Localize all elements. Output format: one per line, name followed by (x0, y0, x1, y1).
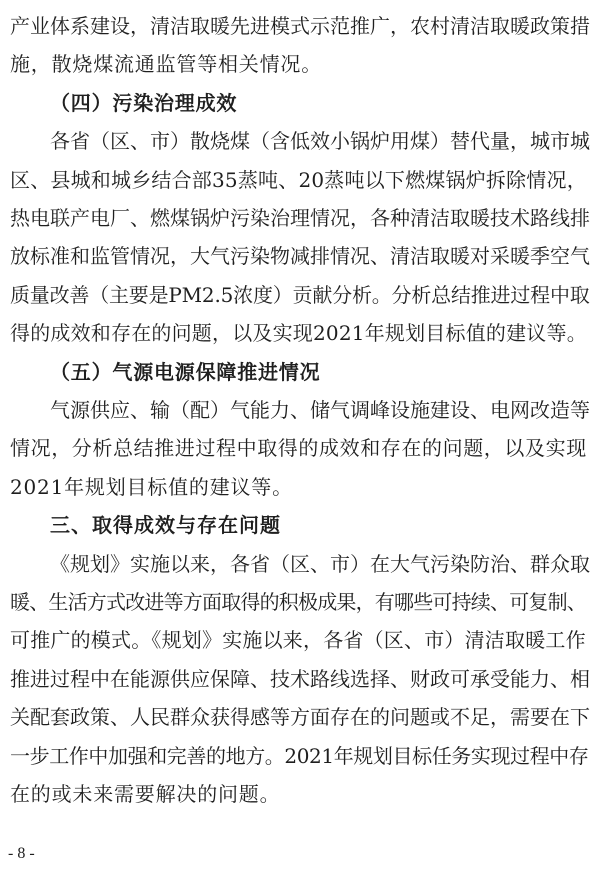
text-line: 暖、生活方式改进等方面取得的积极成果，有哪些可持续、可复制、 (10, 590, 586, 614)
text-line: 《规划》实施以来，各省（区、市）在大气污染防治、群众取 (50, 551, 590, 576)
text-line: 产业体系建设，清洁取暖先进模式示范推广，农村清洁取暖政策措 (10, 14, 590, 38)
text-line: 气源供应、输（配）气能力、储气调峰设施建设、电网改造等 (50, 398, 590, 422)
text-line: 质量改善（主要是PM2.5浓度）贡献分析。分析总结推进过程中取 (10, 282, 590, 307)
text-line: 各省（区、市）散烧煤（含低效小锅炉用煤）替代量，城市城 (50, 129, 590, 154)
section-heading-5: （五）气源电源保障推进情况 (50, 359, 321, 384)
text-line: 可推广的模式。《规划》实施以来，各省（区、市）清洁取暖工作 (10, 628, 586, 653)
text-line: 放标准和监管情况，大气污染物减排情况、清洁取暖对采暖季空气 (10, 244, 590, 269)
text-line: 得的成效和存在的问题，以及实现2021年规划目标值的建议等。 (10, 321, 587, 346)
section-heading-4: （四）污染治理成效 (50, 90, 238, 115)
text-line: 区、县城和城乡结合部35蒸吨、20蒸吨以下燃煤锅炉拆除情况， (10, 167, 587, 192)
text-line: 一步工作中加强和完善的地方。2021年规划目标任务实现过程中存 (10, 743, 589, 768)
text-line: 情况，分析总结推进过程中取得的成效和存在的问题，以及实现 (10, 436, 587, 461)
text-line: 关配套政策、人民群众获得感等方面存在的问题或不足，需要在下 (10, 705, 590, 730)
text-line: 在的或未来需要解决的问题。 (10, 782, 281, 806)
page-number: - 8 - (8, 845, 35, 862)
text-line: 热电联产电厂、燃煤锅炉污染治理情况，各种清洁取暖技术路线排 (10, 206, 590, 230)
section-heading-3: 三、取得成效与存在问题 (50, 513, 281, 538)
text-line: 2021年规划目标值的建议等。 (10, 474, 293, 499)
text-line: 推进过程中在能源供应保障、技术路线选择、财政可承受能力、相 (10, 666, 590, 691)
text-line: 施，散烧煤流通监管等相关情况。 (10, 52, 322, 77)
